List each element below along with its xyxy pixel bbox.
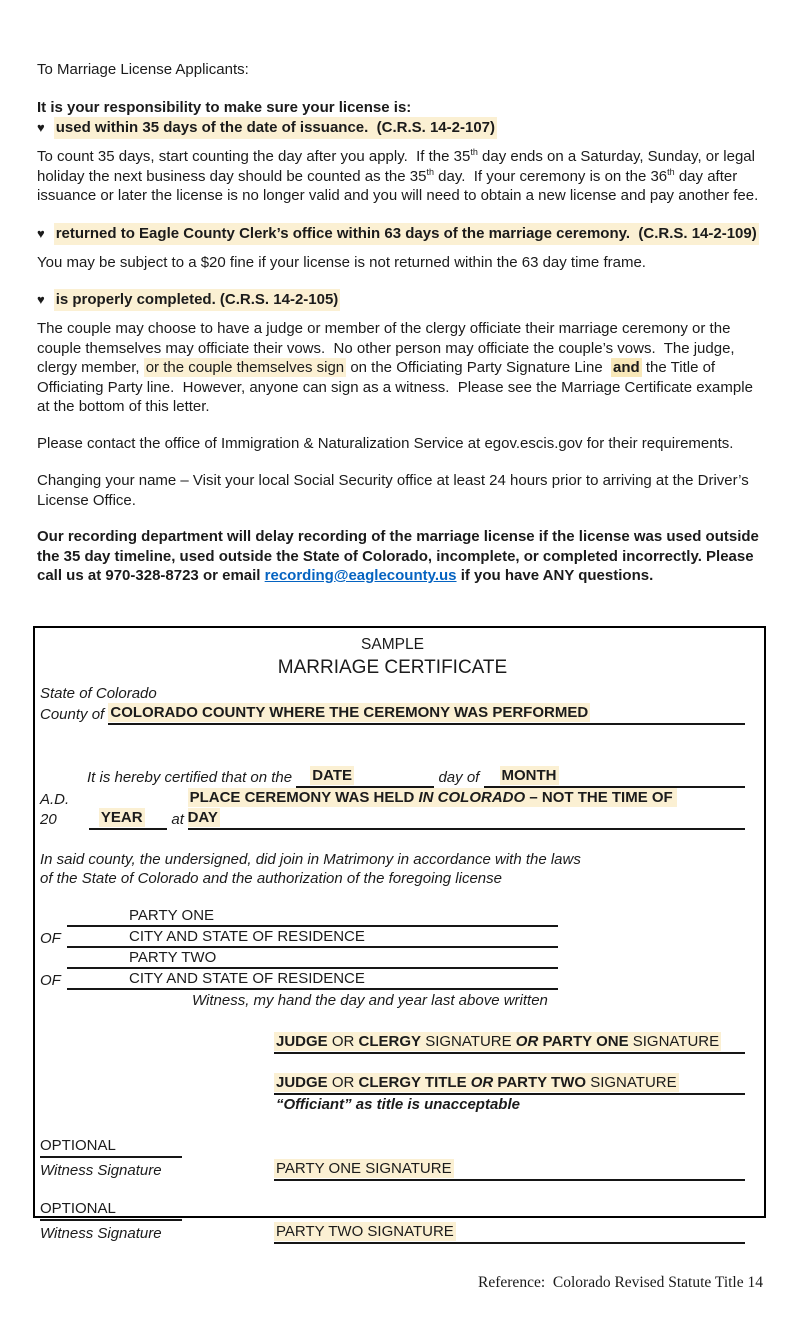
text-segment: Our recording department will delay recording of the marriage license if the license was used outside the 35 day timeline, used outside the State of Colorado, incomplete, or completed incorrectly. Please call us at 970-328-8723 or email — [37, 528, 764, 584]
certified-prefix: It is hereby certified that on the — [87, 768, 297, 786]
county-placeholder: COLORADO COUNTY WHERE THE CEREMONY WAS PERFORMED — [110, 703, 589, 721]
county-line — [40, 703, 745, 725]
officiating-signature-label — [274, 1032, 721, 1051]
seg-clergy-title: CLERGY TITLE — [358, 1073, 467, 1091]
witness-signature-label: Witness Signature — [40, 1161, 162, 1179]
responsibility-heading: It is your responsibility to make sure your license is: — [37, 98, 412, 116]
party-one-blank-line — [67, 906, 558, 927]
bullet-text-completed: is properly completed. (C.R.S. 14-2-105) — [54, 289, 341, 311]
text-segment: day after issuance or later the license is no longer valid and you will need to obtain a new license and pay another fee. — [37, 167, 759, 204]
text-segment: To count 35 days, start counting the day after you apply. If the 35 — [37, 148, 471, 165]
residence-label: CITY AND STATE OF RESIDENCE — [129, 969, 365, 987]
officiating-title-line — [274, 1073, 745, 1095]
superscript-th: th — [426, 166, 434, 177]
month-blank-line — [484, 766, 746, 788]
seg-signature: SIGNATURE — [421, 1032, 516, 1050]
ad-prefix: A.D. 20 — [40, 790, 74, 828]
para-recording-warning — [37, 527, 763, 586]
place-seg: PLACE CEREMONY WAS HELD — [189, 788, 419, 806]
of-label: OF — [40, 929, 61, 947]
seg-or-italic: OR — [470, 1073, 494, 1091]
state-of-colorado: State of Colorado — [40, 684, 157, 702]
highlight-and: and — [613, 359, 640, 376]
party-two-line — [40, 948, 745, 969]
optional-witness-two — [40, 1199, 745, 1221]
place-blank-line — [188, 788, 745, 830]
superscript-th: th — [667, 166, 675, 177]
matrimony-line-1: In said county, the undersigned, did join in Matrimony in accordance with the laws — [40, 850, 581, 868]
residence-label: CITY AND STATE OF RESIDENCE — [129, 927, 365, 945]
party-one-label: PARTY ONE — [129, 906, 215, 924]
officiating-title-rule — [274, 1073, 745, 1095]
statute-reference: Reference: Colorado Revised Statute Title 14 — [478, 1273, 763, 1291]
date-placeholder: DATE — [312, 766, 353, 784]
date-blank-line — [296, 766, 434, 788]
optional-label: OPTIONAL — [40, 1199, 116, 1217]
seg-or: OR — [327, 1073, 359, 1091]
heart-icon: ♥ — [37, 225, 45, 241]
certificate-title: MARRIAGE CERTIFICATE — [277, 656, 508, 678]
matrimony-line-2: of the State of Colorado and the authorization of the foregoing license — [40, 870, 502, 887]
salutation: To Marriage License Applicants: — [37, 61, 249, 78]
day-of-text: day of — [434, 768, 484, 786]
year-blank-line — [89, 808, 167, 830]
text-segment: if you have ANY questions. — [456, 567, 654, 584]
officiating-signature-line — [274, 1032, 745, 1054]
residence-blank-line — [67, 969, 558, 990]
para-immigration-contact: Please contact the office of Immigration & Naturalization Service at egov.escis.gov for their requirements. — [37, 434, 734, 452]
marriage-certificate-sample-box — [33, 626, 766, 1242]
seg-or-italic: OR — [515, 1032, 539, 1050]
party-two-signature-label: PARTY TWO SIGNATURE — [276, 1222, 454, 1240]
party-two-blank-line — [67, 948, 558, 969]
text-segment: The couple may choose to have a judge or member of the clergy officiate their marriage ceremony or the couple themselves may officiate their vows. No other person may officiate the couple’s vows. The judge, clergy member, — [37, 320, 739, 376]
heart-icon: ♥ — [37, 292, 45, 307]
text-segment: day ends on a Saturday, Sunday, or legal holiday the next business day should be counted as the 35 — [37, 148, 760, 185]
para-fine: You may be subject to a $20 fine if your license is not returned within the 63 day time frame. — [37, 253, 646, 271]
text-segment: day. If your ceremony is on the 36 — [433, 167, 668, 185]
seg-party-one: PARTY ONE — [538, 1032, 633, 1050]
county-blank-line — [108, 703, 745, 725]
heart-icon: ♥ — [37, 120, 45, 135]
party-two-label: PARTY TWO — [129, 948, 217, 966]
bullet-returned-63-days — [37, 223, 763, 245]
para-name-change: Changing your name – Visit your local Social Security office at least 24 hours prior to arriving at the Driver’s License Office. — [37, 472, 753, 509]
bullet-text-63-days: returned to Eagle County Clerk’s office within 63 days of the marriage ceremony. (C.R.S. 14-2-109) — [54, 223, 759, 245]
optional-label: OPTIONAL — [40, 1136, 116, 1154]
parties-block — [40, 906, 745, 1011]
party-two-residence-line — [40, 969, 745, 990]
year-place-line — [40, 788, 745, 830]
witness-one-signature-line — [40, 1158, 745, 1181]
seg-clergy: CLERGY — [358, 1032, 422, 1050]
matrimony-statement — [40, 850, 745, 889]
place-placeholder — [188, 788, 677, 827]
seg-judge: JUDGE — [276, 1032, 328, 1050]
para-count-days — [37, 147, 763, 206]
optional-blank-line — [40, 1136, 182, 1158]
witness-two-signature-line — [40, 1221, 745, 1244]
optional-witness-one — [40, 1136, 745, 1158]
place-in-colorado: IN COLORADO — [418, 788, 526, 806]
bullet-properly-completed — [37, 289, 763, 311]
seg-judge: JUDGE — [276, 1073, 328, 1091]
para-officiate — [37, 319, 763, 417]
highlight-couple-sign: or the couple themselves sign — [145, 359, 345, 376]
year-placeholder: YEAR — [100, 808, 143, 826]
of-label: OF — [40, 971, 61, 989]
at-word: at — [167, 810, 189, 828]
recording-email-link[interactable]: recording@eaglecounty.us — [264, 567, 457, 584]
certified-date-line — [87, 766, 745, 788]
sample-label: SAMPLE — [361, 635, 424, 653]
party-one-signature-rule — [274, 1158, 745, 1181]
optional-blank-line — [40, 1199, 182, 1221]
month-placeholder: MONTH — [501, 766, 557, 784]
seg-signature: SIGNATURE — [590, 1073, 677, 1091]
bullet-text-35-days: used within 35 days of the date of issuance. (C.R.S. 14-2-107) — [54, 117, 497, 139]
text-segment: on the Officiating Party Signature Line — [346, 359, 612, 376]
party-two-signature-rule — [274, 1221, 745, 1244]
officiating-title-label — [274, 1073, 679, 1092]
officiating-signature-rule — [274, 1032, 745, 1054]
superscript-th: th — [470, 147, 478, 157]
officiant-unacceptable-note: “Officiant” as title is unacceptable — [276, 1095, 520, 1113]
bullet-used-within-35-days — [37, 117, 763, 139]
seg-signature: SIGNATURE — [632, 1032, 720, 1050]
county-prefix: County of — [40, 705, 109, 723]
party-one-residence-line — [40, 927, 745, 948]
witness-hand-line: Witness, my hand the day and year last above written — [192, 991, 548, 1009]
party-one-signature-label: PARTY ONE SIGNATURE — [276, 1159, 452, 1177]
seg-party-two: PARTY TWO — [493, 1073, 591, 1091]
witness-signature-label: Witness Signature — [40, 1224, 162, 1242]
text-segment: the Title of Officiating Party line. However, anyone can sign as a witness. Please see the Marriage Certificate example at the bottom of this letter. — [37, 359, 758, 415]
place-seg: – NOT THE TIME OF DAY — [187, 788, 677, 826]
residence-blank-line — [67, 927, 558, 948]
party-one-line — [40, 906, 745, 927]
seg-or: OR — [327, 1032, 359, 1050]
